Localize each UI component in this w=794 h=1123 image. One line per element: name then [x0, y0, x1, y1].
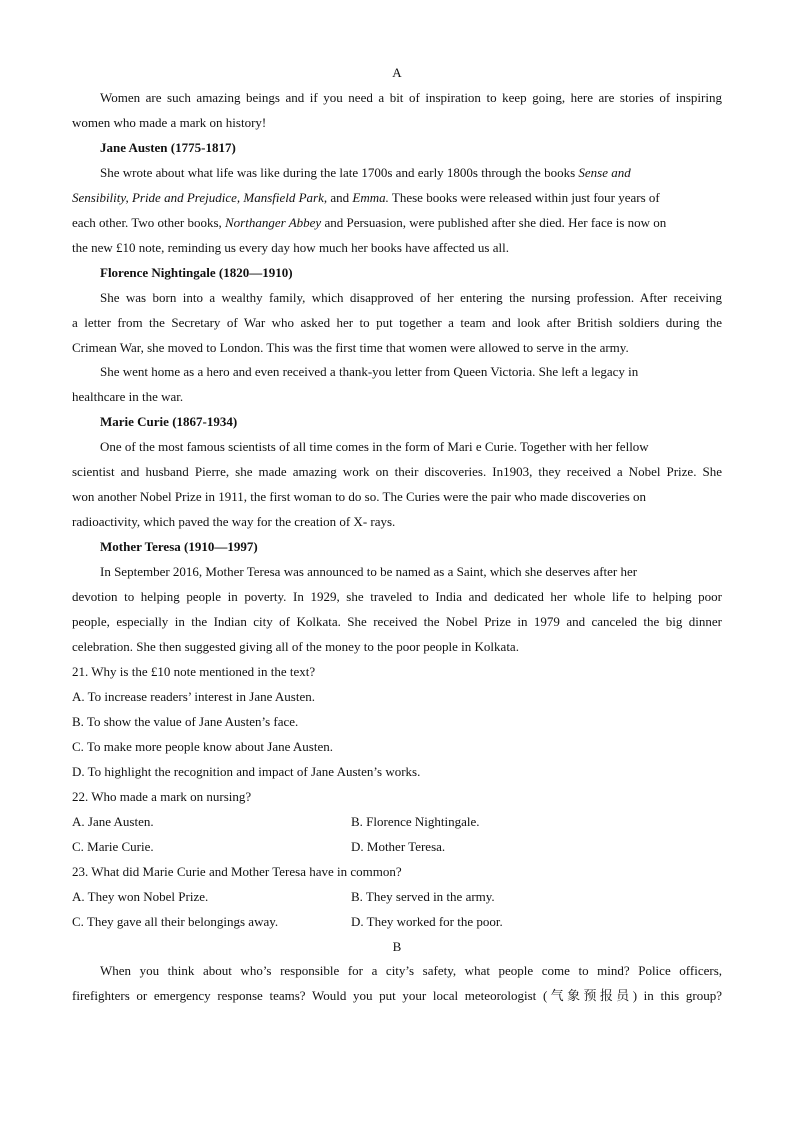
teresa-heading: Mother Teresa (1910—1997): [100, 539, 258, 554]
section-b-line-2: firefighters or emergency response teams? Would you put your local meteorologist (气象预报员) in this group?: [72, 988, 722, 1003]
q21-option-c: C. To make more people know about Jane Austen.: [72, 739, 333, 754]
q23-option-c: C. They gave all their belongings away.: [72, 914, 279, 929]
nightingale-line-3: Crimean War, she moved to London. This was the first time that women were allowed to serve in the army.: [72, 340, 629, 355]
q22-option-b: B. Florence Nightingale.: [351, 814, 480, 829]
q22-option-d: D. Mother Teresa.: [351, 839, 446, 854]
austen-line-2: Sensibility, Pride and Prejudice, Mansfield Park, and Emma. These books were released within just four years of: [72, 190, 660, 205]
q21-option-d: D. To highlight the recognition and impact of Jane Austen’s works.: [72, 764, 421, 779]
curie-line-1: One of the most famous scientists of all time comes in the form of Mari e Curie. Together with her fellow: [100, 439, 649, 454]
curie-heading: Marie Curie (1867-1934): [100, 414, 238, 429]
q21-option-a: A. To increase readers’ interest in Jane Austen.: [72, 689, 315, 704]
nightingale-line-2: a letter from the Secretary of War who asked her to put together a team and look after British soldiers during the: [72, 315, 722, 330]
nightingale-heading: Florence Nightingale (1820—1910): [100, 265, 293, 280]
teresa-line-3: people, especially in the Indian city of Kolkata. She received the Nobel Prize in 1979 and canceled the big dinner: [72, 614, 722, 629]
austen-heading: Jane Austen (1775-1817): [100, 140, 236, 155]
section-b-label: B: [392, 939, 402, 954]
q23-option-b: B. They served in the army.: [351, 889, 495, 904]
section-a-label: A: [392, 65, 402, 80]
nightingale-line-5: healthcare in the war.: [72, 389, 184, 404]
austen-line-1: She wrote about what life was like during the late 1700s and early 1800s through the books Sense and: [100, 165, 631, 180]
q21-option-b: B. To show the value of Jane Austen’s face.: [72, 714, 299, 729]
teresa-line-2: devotion to helping people in poverty. In 1929, she traveled to India and dedicated her whole life to helping poor: [72, 589, 722, 604]
section-b-line-1: When you think about who’s responsible for a city’s safety, what people come to mind? Police officers,: [100, 963, 722, 978]
nightingale-line-1: She was born into a wealthy family, which disapproved of her entering the nursing profession. After receiving: [100, 290, 722, 305]
curie-line-3: won another Nobel Prize in 1911, the first woman to do so. The Curies were the pair who made discoveries on: [72, 489, 647, 504]
q21-stem: 21. Why is the £10 note mentioned in the text?: [72, 664, 316, 679]
intro-line-2: women who made a mark on history!: [72, 115, 267, 130]
austen-line-4: the new £10 note, reminding us every day how much her books have affected us all.: [72, 240, 509, 255]
curie-line-4: radioactivity, which paved the way for the creation of X- rays.: [72, 514, 396, 529]
q22-stem: 22. Who made a mark on nursing?: [72, 789, 252, 804]
nightingale-line-4: She went home as a hero and even received a thank-you letter from Queen Victoria. She left a legacy in: [100, 364, 639, 379]
curie-line-2: scientist and husband Pierre, she made amazing work on their discoveries. In1903, they received a Nobel Prize. She: [72, 464, 722, 479]
q22-option-a: A. Jane Austen.: [72, 814, 154, 829]
q23-option-a: A. They won Nobel Prize.: [72, 889, 209, 904]
q23-option-d: D. They worked for the poor.: [351, 914, 503, 929]
austen-line-3: each other. Two other books, Northanger Abbey and Persuasion, were published after she died. Her face is now on: [72, 215, 667, 230]
teresa-line-1: In September 2016, Mother Teresa was announced to be named as a Saint, which she deserves after her: [100, 564, 638, 579]
q23-stem: 23. What did Marie Curie and Mother Teresa have in common?: [72, 864, 402, 879]
intro-line-1: Women are such amazing beings and if you need a bit of inspiration to keep going, here are stories of inspiring: [100, 90, 722, 105]
q22-option-c: C. Marie Curie.: [72, 839, 154, 854]
teresa-line-4: celebration. She then suggested giving all of the money to the poor people in Kolkata.: [72, 639, 519, 654]
